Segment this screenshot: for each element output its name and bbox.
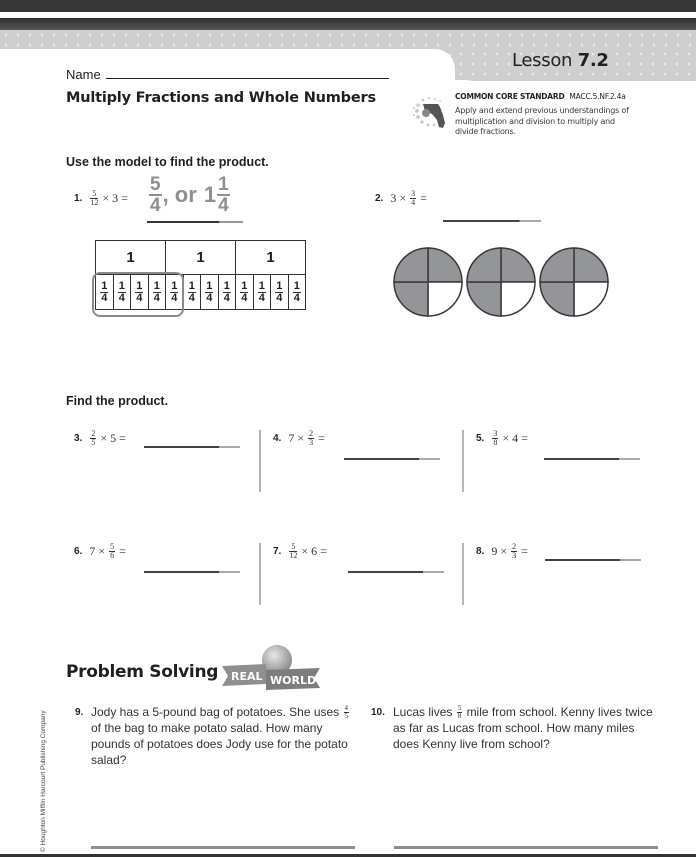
practice-problem (476, 430, 528, 447)
column-divider (259, 543, 261, 605)
practice-problem (74, 543, 126, 560)
expression-start: 9 × (491, 544, 508, 558)
problem-text: Jody has a 5-pound bag of potatoes. She uses (91, 705, 340, 719)
problem-number: 10. (371, 707, 385, 718)
numerator: 4 (344, 704, 349, 713)
denominator: 4 (258, 291, 265, 304)
numerator: 1 (241, 279, 248, 292)
standard-label: COMMON CORE STANDARD (455, 92, 565, 101)
fraction-circle-model (392, 246, 617, 318)
standard-description: Apply and extend previous understandings of multiplication and division to multiply and divide fractions. (455, 106, 629, 136)
column-divider (259, 430, 261, 492)
problem-number: 6. (74, 546, 83, 557)
numerator: 1 (101, 279, 108, 292)
answer-line-10[interactable] (394, 846, 658, 849)
shaded-quarter (394, 282, 428, 316)
answer-line-9[interactable] (91, 846, 355, 849)
shaded-quarter (540, 248, 574, 282)
problem-number: 9. (75, 707, 84, 718)
problem-number: 2. (375, 193, 384, 204)
denominator: 5 (344, 712, 349, 721)
badge-world: WORLD (270, 674, 317, 687)
top-dark-bar (0, 0, 696, 12)
denominator: 4 (223, 291, 230, 304)
shaded-quarter (467, 282, 501, 316)
fraction (289, 543, 297, 560)
problem-1 (74, 190, 128, 207)
name-input-line[interactable] (106, 78, 389, 79)
strip-piece (270, 275, 288, 309)
numerator: 5 (150, 174, 161, 195)
shaded-quarter (574, 248, 608, 282)
fraction-circle (394, 248, 462, 316)
fraction (205, 281, 213, 304)
problem-number: 3. (74, 433, 83, 444)
numerator: 5 (92, 189, 97, 198)
column-divider (462, 543, 464, 605)
numerator: 1 (293, 279, 300, 292)
fraction (223, 281, 231, 304)
numerator: 3 (493, 429, 498, 438)
fraction (90, 430, 96, 447)
unshaded-quarter (428, 282, 462, 316)
problem-number: 1. (74, 193, 83, 204)
problem-text: mile from school. Kenny lives twice as far as Lucas from school. How many miles does Kenny live from school? (393, 705, 653, 752)
answer-line[interactable] (344, 458, 440, 460)
expression-start: 7 × (89, 544, 106, 558)
fraction (410, 190, 416, 207)
strip-piece (253, 275, 271, 309)
fraction (188, 281, 196, 304)
mixed-whole: 1 (203, 182, 217, 207)
fraction (492, 430, 498, 447)
problem-solving-title: Problem Solving (66, 662, 219, 682)
word-problem-10 (371, 704, 661, 752)
answer-line-2[interactable] (443, 220, 541, 222)
numerator: 1 (118, 279, 125, 292)
numerator: 1 (223, 279, 230, 292)
problem-number: 8. (476, 546, 485, 557)
answer-or: , or (162, 182, 197, 207)
problem-1-answer (148, 175, 231, 215)
denominator: 4 (118, 291, 125, 304)
fraction (240, 281, 248, 304)
answer-line[interactable] (144, 446, 240, 448)
practice-problem (273, 430, 325, 447)
numerator: 1 (206, 279, 213, 292)
fraction (275, 281, 283, 304)
strip-piece (288, 275, 306, 309)
whole-number: 3 (112, 191, 119, 205)
lesson-word: Lesson (512, 50, 573, 71)
fraction (457, 705, 463, 720)
operator: × (399, 191, 407, 205)
practice-problem (74, 430, 126, 447)
practice-section-heading: Find the product. (66, 394, 169, 408)
unshaded-quarter (574, 282, 608, 316)
equals-sign: = (121, 191, 128, 205)
answer-line-1[interactable] (147, 221, 243, 223)
numerator: 5 (291, 542, 296, 551)
strip-piece (235, 275, 253, 309)
circled-pieces-outline (92, 272, 184, 317)
equals-sign: = (521, 544, 528, 558)
fraction (511, 543, 517, 560)
florida-state-icon (412, 95, 448, 131)
fraction (293, 281, 301, 304)
denominator: 4 (150, 195, 161, 216)
page-title: Multiply Fractions and Whole Numbers (66, 90, 376, 106)
column-divider (462, 430, 464, 492)
problem-text: Lucas lives (393, 705, 453, 719)
whole-number: 3 (390, 191, 397, 205)
fraction-circle (540, 248, 608, 316)
denominator: 5 (91, 438, 96, 447)
denominator: 4 (188, 291, 195, 304)
denominator: 4 (293, 291, 300, 304)
fraction (344, 705, 350, 720)
numerator: 1 (188, 279, 195, 292)
equals-sign: = (318, 431, 325, 445)
strip-whole: 1 (165, 241, 235, 274)
numerator: 2 (309, 429, 314, 438)
name-label: Name (66, 67, 101, 82)
answer-line[interactable] (144, 571, 240, 573)
expression-start: 7 × (288, 431, 305, 445)
denominator: 4 (153, 291, 160, 304)
problem-text: of the bag to make potato salad. How many pounds of potatoes does Jody use for the potato salad? (91, 721, 348, 768)
numerator: 1 (136, 279, 143, 292)
numerator: 3 (411, 189, 416, 198)
denominator: 4 (101, 291, 108, 304)
denominator: 8 (493, 438, 498, 447)
word-problem-9 (75, 704, 355, 768)
shaded-quarter (467, 248, 501, 282)
numerator: 2 (91, 429, 96, 438)
answer-line[interactable] (544, 458, 640, 460)
equals-sign: = (420, 191, 427, 205)
denominator: 4 (218, 195, 229, 216)
standard-heading (455, 92, 626, 101)
denominator: 4 (276, 291, 283, 304)
denominator: 4 (411, 198, 416, 207)
denominator: 4 (206, 291, 213, 304)
standard-code: MACC.5.NF.2.4a (569, 92, 626, 101)
lesson-label (512, 50, 609, 71)
problem-number: 7. (273, 546, 282, 557)
strip-piece (183, 275, 201, 309)
numerator: 5 (457, 704, 462, 713)
practice-problem (273, 543, 327, 560)
shaded-quarter (428, 248, 462, 282)
copyright-notice: © Houghton Mifflin Harcourt Publishing Company (40, 710, 47, 852)
denominator: 12 (90, 198, 99, 207)
operator: × (102, 191, 110, 205)
numerator: 1 (276, 279, 283, 292)
fraction (90, 190, 98, 207)
unshaded-quarter (501, 282, 535, 316)
fraction (308, 430, 314, 447)
numerator: 5 (110, 542, 115, 551)
fraction (109, 543, 115, 560)
strip-wholes-row (96, 241, 305, 275)
fraction (258, 281, 266, 304)
denominator: 3 (309, 438, 314, 447)
strip-whole: 1 (126, 249, 135, 266)
answer-fraction (149, 175, 162, 215)
numerator: 1 (218, 174, 229, 195)
expression-rest: × 6 = (301, 544, 327, 558)
numerator: 2 (512, 542, 517, 551)
strip-piece (218, 275, 236, 309)
numerator: 1 (258, 279, 265, 292)
denominator: 4 (171, 291, 178, 304)
lesson-number: 7.2 (577, 50, 609, 71)
header-dark-band (0, 18, 696, 30)
denominator: 4 (136, 291, 143, 304)
shaded-quarter (540, 282, 574, 316)
problem-2 (375, 190, 427, 207)
denominator: 6 (110, 551, 115, 560)
equals-sign: = (119, 544, 126, 558)
numerator: 1 (153, 279, 160, 292)
numerator: 1 (171, 279, 178, 292)
fraction-circle (467, 248, 535, 316)
shaded-quarter (394, 248, 428, 282)
denominator: 4 (241, 291, 248, 304)
expression-rest: × 5 = (100, 431, 126, 445)
expression-rest: × 4 = (502, 431, 528, 445)
shaded-quarter (501, 248, 535, 282)
mixed-fraction (217, 175, 230, 215)
answer-line[interactable] (545, 559, 641, 561)
denominator: 8 (457, 712, 462, 721)
strip-piece (200, 275, 218, 309)
real-world-badge (222, 642, 322, 698)
answer-line[interactable] (348, 571, 444, 573)
strip-whole: 1 (235, 241, 305, 274)
denominator: 3 (512, 551, 517, 560)
problem-number: 4. (273, 433, 282, 444)
denominator: 12 (289, 551, 298, 560)
practice-problem (476, 543, 528, 560)
problem-number: 5. (476, 433, 485, 444)
model-section-heading: Use the model to find the product. (66, 155, 269, 169)
badge-real: REAL (231, 670, 263, 683)
